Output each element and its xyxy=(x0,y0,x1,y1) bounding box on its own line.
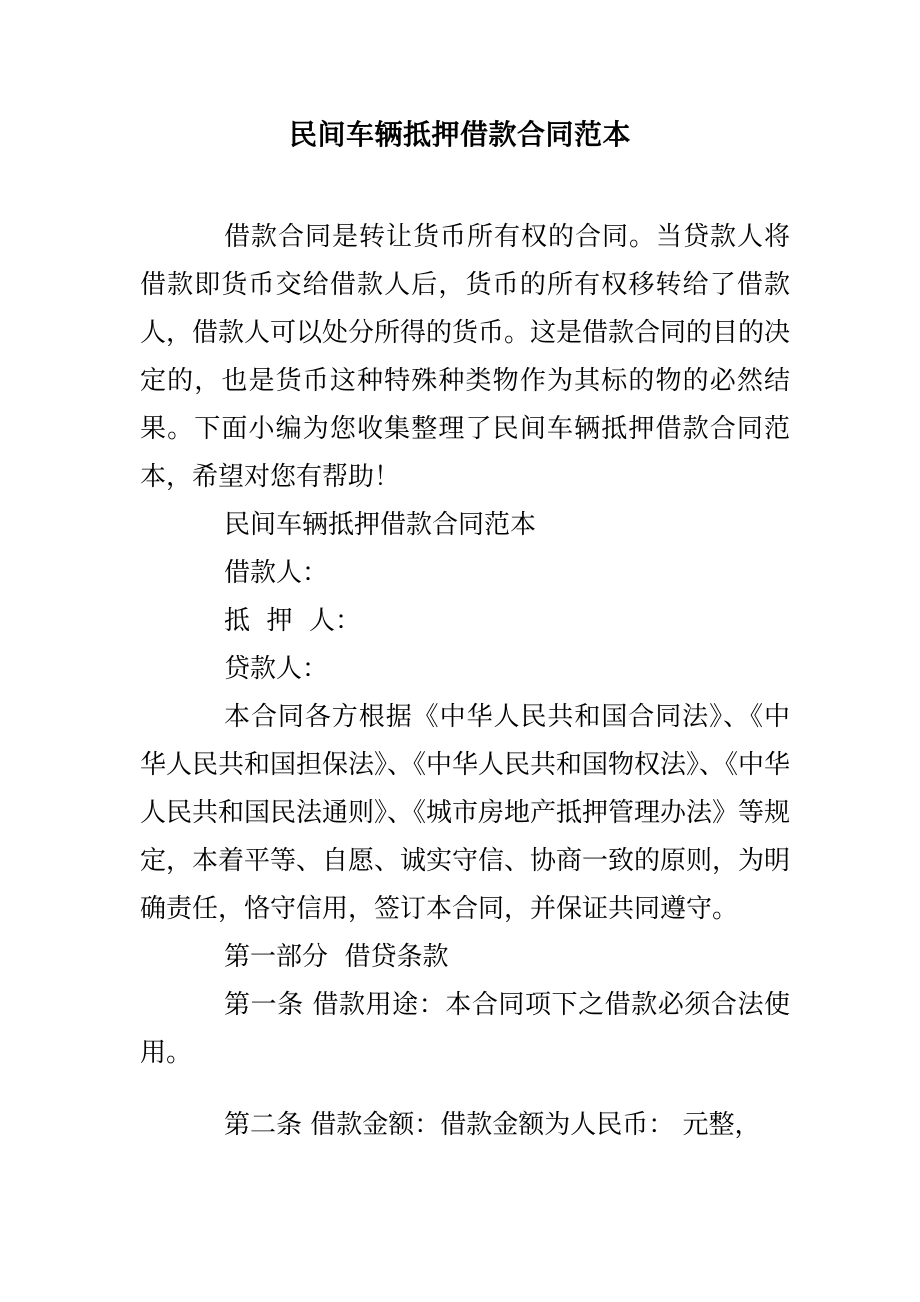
paragraph-gap xyxy=(140,1077,790,1101)
article-2: 第二条 借款金额：借款金额为人民币： 元整， xyxy=(224,1110,761,1140)
mortgagor-field: 抵 押 人： xyxy=(224,606,362,636)
borrower-field: 借款人： xyxy=(224,558,329,588)
lender-field: 贷款人： xyxy=(224,654,329,684)
part-one-heading: 第一部分 借贷条款 xyxy=(224,942,449,972)
document-title: 民间车辆抵押借款合同范本 xyxy=(288,118,631,151)
document-body xyxy=(140,213,790,1149)
preamble-paragraph: 本合同各方根据《中华人民共和国合同法》、《中华人民共和国担保法》、《中华人民共和国物权法》、《中华人民共和国民法通则》、《城市房地产抵押管理办法》等规定，本着平等、自愿、诚实守信、协商一致的原则，为明确责任，恪守信用，签订本合同，并保证共同遵守。 xyxy=(140,702,791,924)
contract-heading: 民间车辆抵押借款合同范本 xyxy=(224,510,537,540)
article-1: 第一条 借款用途：本合同项下之借款必须合法使用。 xyxy=(140,990,790,1068)
intro-paragraph: 借款合同是转让货币所有权的合同。当贷款人将借款即货币交给借款人后，货币的所有权移转给了借款人，借款人可以处分所得的货币。这是借款合同的目的决定的，也是货币这种特殊种类物作为其标的物的必然结果。下面小编为您收集整理了民间车辆抵押借款合同范本，希望对您有帮助！ xyxy=(140,222,791,492)
